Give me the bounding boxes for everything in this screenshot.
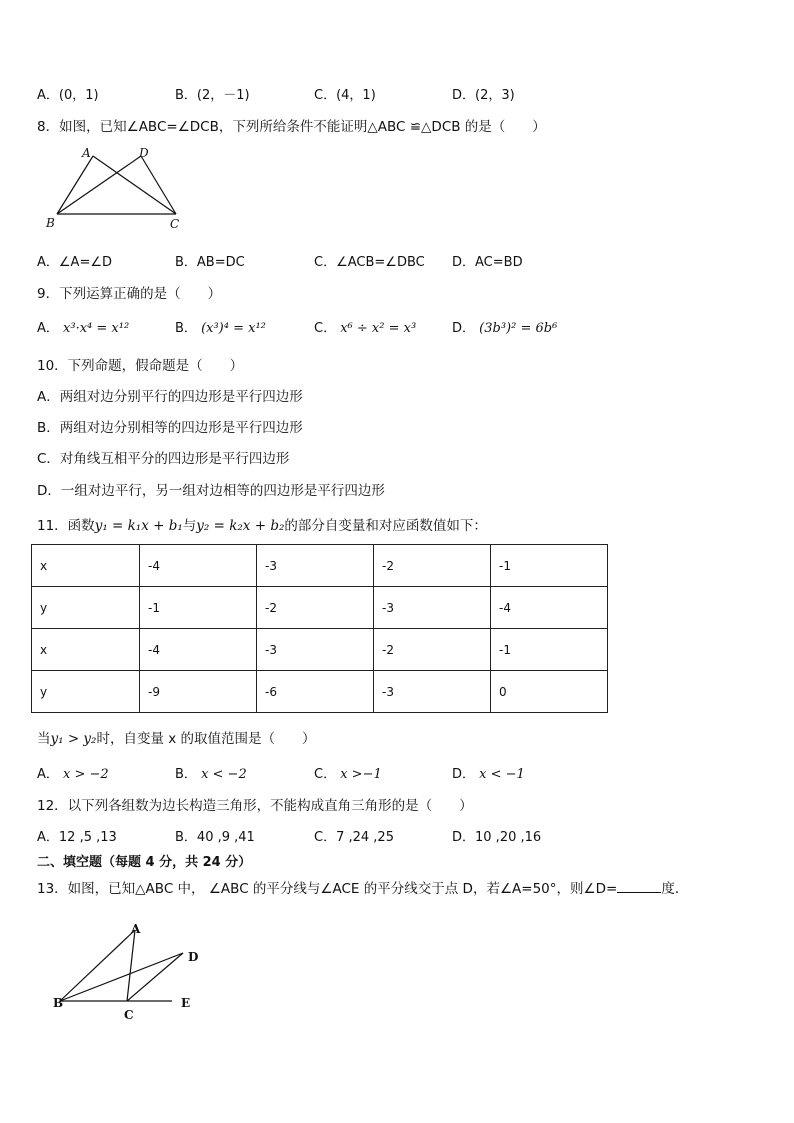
q8-option-c: C．∠ACB=∠DBC — [314, 255, 425, 270]
q7-option-a: A．(0，1) — [37, 88, 99, 103]
table-row: y -9 -6 -3 0 — [32, 671, 608, 713]
q10-stem: 10．下列命题，假命题是（ ） — [37, 358, 244, 374]
q9-expr-c: x⁶ ÷ x² = x³ — [340, 321, 417, 336]
q11-fn1: y₁ = k₁x + b₁ — [94, 518, 183, 534]
q8-option-a: A．∠A=∠D — [37, 255, 112, 270]
q7-option-b: B．(2，－1) — [175, 88, 250, 103]
q9-option-b: B． (x³)⁴ = x¹² — [175, 321, 266, 336]
q7-option-c: C．(4，1) — [314, 88, 376, 103]
q9-expr-b: (x³)⁴ = x¹² — [201, 321, 266, 336]
q8-figure — [40, 144, 190, 234]
q8-stem: 8．如图，已知∠ABC=∠DCB，下列所给条件不能证明△ABC ≌△DCB 的是（ ） — [37, 119, 546, 135]
q11-condition: 当y₁ > y₂时，自变量 x 的取值范围是（ ） — [37, 731, 316, 747]
q12-option-b: B．40 ,9 ,41 — [175, 830, 255, 845]
table-row: x -4 -3 -2 -1 — [32, 629, 608, 671]
q9-expr-d: (3b³)² = 6b⁶ — [479, 321, 558, 336]
q11-option-d: D． x < −1 — [452, 767, 525, 782]
q11-expr-b: x < −2 — [201, 767, 247, 782]
section-heading: 二、填空题（每题 4 分，共 24 分） — [37, 855, 252, 870]
q9-expr-a: x³·x⁴ = x¹² — [63, 321, 130, 336]
q13-label-a: A — [131, 922, 141, 936]
q12-stem: 12．以下列各组数为边长构造三角形，不能构成直角三角形的是（ ） — [37, 798, 473, 814]
table-row: y -1 -2 -3 -4 — [32, 587, 608, 629]
q8-label-d: D — [139, 146, 149, 160]
q10-option-a: A．两组对边分别平行的四边形是平行四边形 — [37, 389, 303, 405]
q13-label-e: E — [181, 996, 191, 1010]
q9-option-c: C． x⁶ ÷ x² = x³ — [314, 321, 417, 336]
q10-option-b: B．两组对边分别相等的四边形是平行四边形 — [37, 420, 303, 436]
q11-option-b: B． x < −2 — [175, 767, 247, 782]
q11-option-a: A． x > −2 — [37, 767, 109, 782]
q12-option-d: D．10 ,20 ,16 — [452, 830, 542, 845]
q9-option-d: D． (3b³)² = 6b⁶ — [452, 321, 558, 336]
q8-label-b: B — [46, 216, 55, 230]
q8-option-d: D．AC=BD — [452, 255, 523, 270]
q13-label-c: C — [124, 1008, 134, 1022]
q11-option-c: C． x >−1 — [314, 767, 382, 782]
q10-option-c: C．对角线互相平分的四边形是平行四边形 — [37, 451, 290, 467]
q8-label-a: A — [82, 146, 91, 160]
q8-label-c: C — [170, 217, 180, 231]
q11-stem: 11．函数y₁ = k₁x + b₁与y₂ = k₂x + b₂的部分自变量和对应函数值如下： — [37, 518, 487, 534]
q13-stem: 13．如图，已知△ABC 中， ∠ABC 的平分线与∠ACE 的平分线交于点 D，若∠A=50°，则∠D= 度． — [37, 881, 689, 897]
q10-option-d: D．一组对边平行，另一组对边相等的四边形是平行四边形 — [37, 483, 385, 499]
q11-expr-c: x >−1 — [340, 767, 382, 782]
q8-option-b: B．AB=DC — [175, 255, 245, 270]
q9-stem: 9．下列运算正确的是（ ） — [37, 286, 222, 302]
q13-label-b: B — [53, 996, 64, 1010]
q11-cond-expr: y₁ > y₂ — [50, 731, 97, 747]
answer-blank — [617, 880, 661, 893]
q11-expr-d: x < −1 — [479, 767, 525, 782]
q9-option-a: A． x³·x⁴ = x¹² — [37, 321, 130, 336]
q13-label-d: D — [188, 950, 199, 964]
q12-option-a: A．12 ,5 ,13 — [37, 830, 117, 845]
table-row: x -4 -3 -2 -1 — [32, 545, 608, 587]
q11-value-table — [31, 544, 608, 713]
q13-figure — [50, 918, 200, 1028]
q7-option-d: D．(2，3) — [452, 88, 515, 103]
q11-fn2: y₂ = k₂x + b₂ — [196, 518, 285, 534]
q12-option-c: C．7 ,24 ,25 — [314, 830, 394, 845]
q11-expr-a: x > −2 — [63, 767, 109, 782]
